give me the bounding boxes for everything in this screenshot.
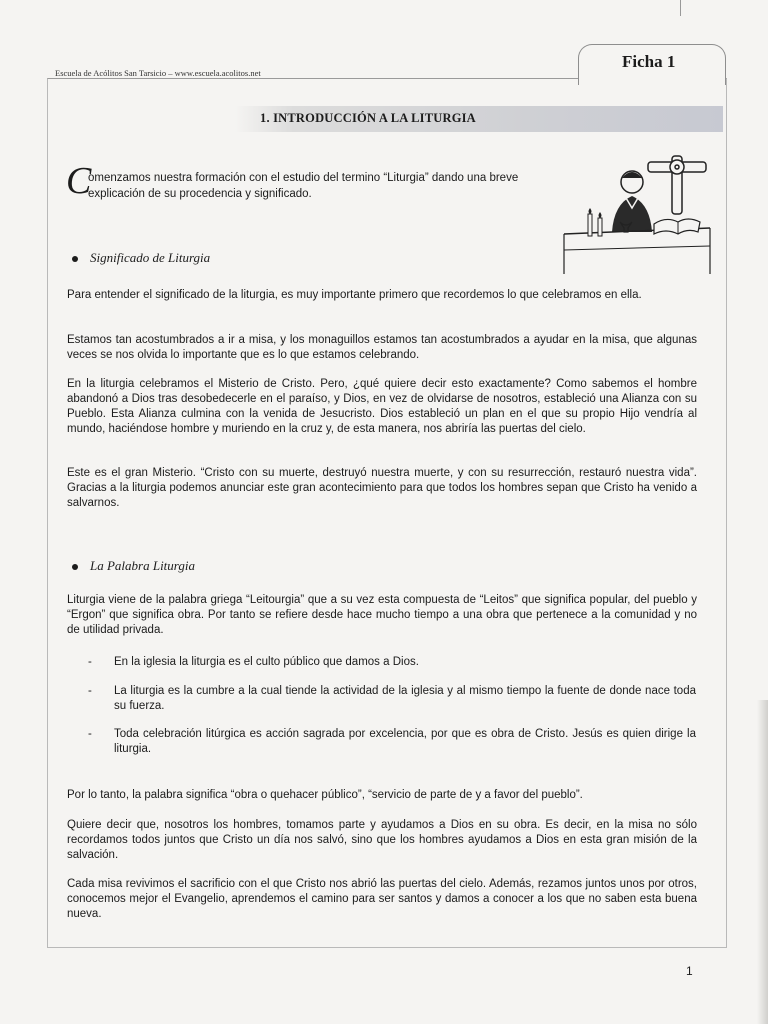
list-item-text: La liturgia es la cumbre a la cual tiende la actividad de la iglesia y al mismo tiempo la fuente de donde nace toda su fuerza. xyxy=(114,685,696,712)
paragraph: Por lo tanto, la palabra significa “obra o quehacer público”, “servicio de parte de y a favor del pueblo”. xyxy=(67,789,583,801)
list-item-text: Toda celebración litúrgica es acción sagrada por excelencia, por que es obra de Cristo. Jesús es quien dirige la liturgia. xyxy=(114,728,696,755)
section-heading-palabra: La Palabra Liturgia xyxy=(72,558,195,574)
school-header: Escuela de Acólitos San Tarsicio – www.escuela.acolitos.net xyxy=(55,68,261,78)
list-dash: - xyxy=(88,685,92,697)
bullet xyxy=(72,564,78,570)
paragraph: Estamos tan acostumbrados a ir a misa, y los monaguillos estamos tan acostumbrados a ayudar en la misa, que algunas veces se nos olvida lo importante que es lo que estamos celebrando. xyxy=(67,334,697,361)
list-item-text: En la iglesia la liturgia es el culto público que damos a Dios. xyxy=(114,656,419,668)
priest-altar-illustration xyxy=(560,148,716,276)
paragraph: Cada misa revivimos el sacrificio con el que Cristo nos abrió las puertas del cielo. Además, rezamos juntos unos por otros, conocemos mejor el Evangelio, aprendemos el camino para ser santos y damos a conocer a los que no saben esta buena nueva. xyxy=(67,878,697,920)
list-item xyxy=(88,684,696,714)
bullet xyxy=(72,256,78,262)
drop-cap: C xyxy=(66,160,92,202)
list-dash: - xyxy=(88,656,92,668)
paragraph: Para entender el significado de la liturgia, es muy importante primero que recordemos lo que celebramos en ella. xyxy=(67,289,642,301)
corner-mark xyxy=(680,0,681,16)
intro-text: omenzamos nuestra formación con el estudio del termino “Liturgia” dando una breve explicación de su procedencia y significado. xyxy=(88,172,519,200)
intro-paragraph xyxy=(70,170,560,202)
paragraph: Quiere decir que, nosotros los hombres, tomamos parte y ayudamos a Dios en su obra. Es decir, en la misa no sólo recordamos todos juntos que Cristo un día nos salvó, sino que los hombres ayudamos a Dios en esta gran misión de la salvación. xyxy=(67,819,697,861)
section-heading-significado: Significado de Liturgia xyxy=(72,250,210,266)
paragraph: Liturgia viene de la palabra griega “Leitourgia” que a su vez esta compuesta de “Leitos” que significa popular, del pueblo y “Ergon” que significa obra. Por tanto se refiere desde hace mucho tiempo a una obra que pertenece a la comunidad y no de utilidad privada. xyxy=(67,594,697,636)
list-dash: - xyxy=(88,728,92,740)
list-item xyxy=(88,655,696,670)
page-edge-shadow xyxy=(757,700,768,1024)
page-title: 1. INTRODUCCIÓN A LA LITURGIA xyxy=(260,111,476,125)
paragraph: En la liturgia celebramos el Misterio de Cristo. Pero, ¿qué quiere decir esto exactamente? Como sabemos el hombre abandonó a Dios tras desobedecerle en el paraíso, y Dios, en vez de olvidarse de nosotros, estableció una Alianza con su Pueblo. Esta Alianza culmina con la venida de Jesucristo. Dios estableció un plan en el que su propio Hijo vendría al mundo, haciéndose hombre y muriendo en la cruz y, de esta manera, nos abriría las puertas del cielo. xyxy=(67,378,697,435)
ficha-label: Ficha 1 xyxy=(622,52,676,71)
page-number: 1 xyxy=(686,964,693,978)
paragraph: Este es el gran Misterio. “Cristo con su muerte, destruyó nuestra muerte, y con su resurrección, restauró nuestra vida”. Gracias a la liturgia podemos anunciar este gran acontecimiento para que todos los hombres sepan que Cristo ha venido a salvarnos. xyxy=(67,467,697,509)
list-item xyxy=(88,727,696,757)
